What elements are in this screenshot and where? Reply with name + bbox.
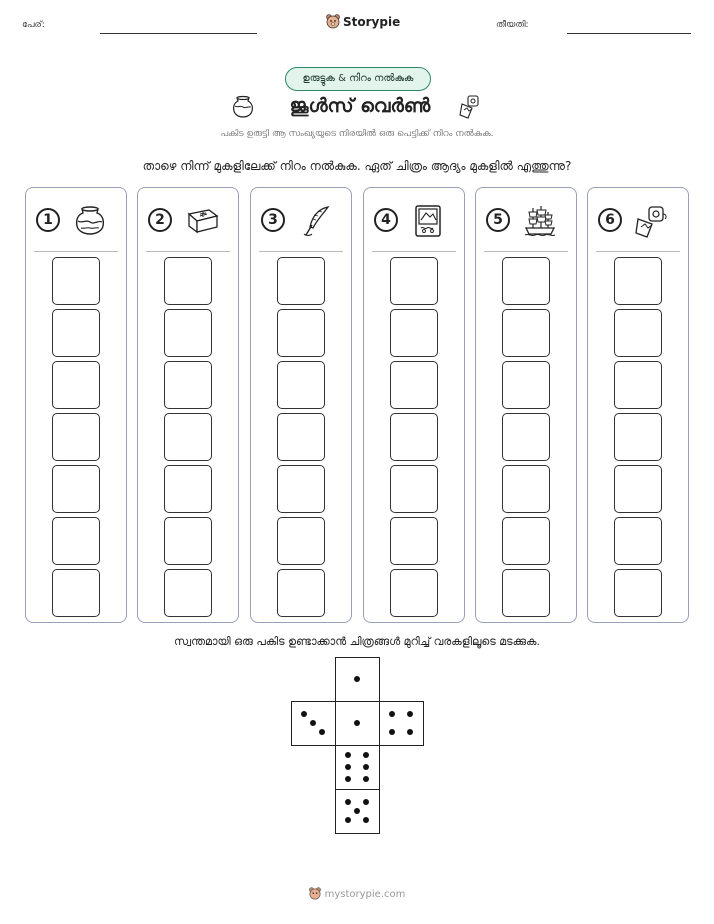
column-divider — [146, 251, 230, 252]
color-box[interactable] — [390, 413, 438, 461]
color-box[interactable] — [614, 257, 662, 305]
color-box[interactable] — [277, 413, 325, 461]
color-box[interactable] — [277, 309, 325, 357]
color-box[interactable] — [277, 465, 325, 513]
bear-icon — [326, 14, 340, 30]
column-divider — [596, 251, 680, 252]
column-number: 6 — [598, 208, 622, 232]
color-box[interactable] — [390, 361, 438, 409]
column-header — [138, 204, 238, 244]
color-box[interactable] — [614, 569, 662, 617]
color-box[interactable] — [614, 309, 662, 357]
column-divider — [372, 251, 456, 252]
column-header — [26, 204, 126, 244]
color-box[interactable] — [502, 257, 550, 305]
fold-instruction: സ്വന്തമായി ഒരു പകിട ഉണ്ടാക്കാൻ ചിത്രങ്ങൾ മുറിച്ച് വരകളിലൂടെ മടക്കുക. — [174, 635, 540, 648]
die-pip — [345, 752, 351, 758]
ship-icon — [523, 204, 557, 238]
color-box[interactable] — [164, 517, 212, 565]
color-box[interactable] — [164, 309, 212, 357]
die-pip — [363, 799, 369, 805]
footer-link[interactable]: mystorypie.com — [324, 888, 406, 900]
die-pip — [301, 711, 307, 717]
color-box[interactable] — [614, 361, 662, 409]
page-title: ജൂൾസ് വെർൺ — [289, 95, 431, 117]
die-pip — [363, 817, 369, 823]
color-box[interactable] — [52, 361, 100, 409]
column-4 — [363, 187, 465, 623]
color-box[interactable] — [390, 569, 438, 617]
color-box[interactable] — [52, 309, 100, 357]
law-book-icon — [185, 204, 219, 238]
color-box[interactable] — [164, 361, 212, 409]
name-label: പേര്: — [22, 20, 45, 30]
column-number: 3 — [261, 208, 285, 232]
column-3 — [250, 187, 352, 623]
die-pip — [363, 752, 369, 758]
color-box[interactable] — [277, 517, 325, 565]
brand-logo — [326, 14, 400, 30]
color-box[interactable] — [390, 465, 438, 513]
pot-icon — [73, 204, 107, 238]
instruction: താഴെ നിന്ന് മുകളിലേക്ക് നിറം നൽകുക. ഏത് ചിത്രം ആദ്യം മുകളിൽ എത്തുന്നു? — [142, 159, 572, 173]
color-box[interactable] — [390, 517, 438, 565]
column-number: 5 — [486, 208, 510, 232]
die-pip — [407, 711, 413, 717]
die-face-3 — [291, 701, 336, 746]
color-box[interactable] — [52, 413, 100, 461]
die-face-4 — [379, 701, 424, 746]
color-box[interactable] — [502, 465, 550, 513]
framed-book-icon — [411, 204, 445, 238]
footer — [0, 887, 714, 901]
pot-icon — [232, 94, 254, 118]
die-pip — [363, 764, 369, 770]
die-pip — [354, 720, 360, 726]
die-face-5 — [335, 789, 380, 834]
die-face-1 — [335, 701, 380, 746]
die-pip — [310, 720, 316, 726]
telegraph-icon — [635, 204, 669, 238]
column-number: 4 — [374, 208, 398, 232]
die-pip — [354, 676, 360, 682]
column-5 — [475, 187, 577, 623]
color-box[interactable] — [614, 465, 662, 513]
column-number: 1 — [36, 208, 60, 232]
color-box[interactable] — [502, 517, 550, 565]
die-pip — [389, 729, 395, 735]
color-box[interactable] — [390, 309, 438, 357]
column-header — [476, 204, 576, 244]
column-1 — [25, 187, 127, 623]
color-box[interactable] — [164, 465, 212, 513]
column-divider — [259, 251, 343, 252]
color-box[interactable] — [52, 257, 100, 305]
subtitle: പകിട ഉരുട്ടി ആ സംഖ്യയുടെ നിരയിൽ ഒരു പെട്ടിക്ക് നിറം നൽകുക. — [220, 129, 494, 139]
die-pip — [319, 729, 325, 735]
color-box[interactable] — [502, 569, 550, 617]
brand-name: Storypie — [343, 15, 401, 29]
column-header — [251, 204, 351, 244]
column-number: 2 — [148, 208, 172, 232]
die-face-6 — [335, 745, 380, 790]
color-box[interactable] — [52, 465, 100, 513]
color-box[interactable] — [614, 413, 662, 461]
color-box[interactable] — [502, 309, 550, 357]
quill-icon — [298, 204, 332, 238]
die-pip — [345, 817, 351, 823]
color-box[interactable] — [164, 413, 212, 461]
color-box[interactable] — [52, 517, 100, 565]
column-divider — [34, 251, 118, 252]
die-pip — [389, 711, 395, 717]
name-line[interactable] — [100, 33, 257, 34]
die-pip — [354, 808, 360, 814]
die-pip — [345, 799, 351, 805]
bear-icon — [309, 887, 321, 901]
column-6 — [587, 187, 689, 623]
activity-badge: ഉരുട്ടുക & നിറം നൽകുക — [285, 67, 431, 91]
color-box[interactable] — [277, 569, 325, 617]
die-pip — [345, 776, 351, 782]
color-box[interactable] — [164, 569, 212, 617]
color-box[interactable] — [502, 413, 550, 461]
column-header — [588, 204, 688, 244]
telegraph-icon — [458, 94, 484, 120]
column-2 — [137, 187, 239, 623]
die-pip — [363, 776, 369, 782]
date-label: തീയതി: — [496, 20, 529, 30]
column-divider — [484, 251, 568, 252]
date-line[interactable] — [567, 33, 691, 34]
color-box[interactable] — [390, 257, 438, 305]
column-header — [364, 204, 464, 244]
die-face-1 — [335, 657, 380, 702]
die-pip — [407, 729, 413, 735]
color-box[interactable] — [614, 517, 662, 565]
color-box[interactable] — [52, 569, 100, 617]
die-pip — [345, 764, 351, 770]
color-box[interactable] — [277, 361, 325, 409]
title-row — [0, 92, 714, 122]
color-box[interactable] — [277, 257, 325, 305]
color-box[interactable] — [164, 257, 212, 305]
color-box[interactable] — [502, 361, 550, 409]
